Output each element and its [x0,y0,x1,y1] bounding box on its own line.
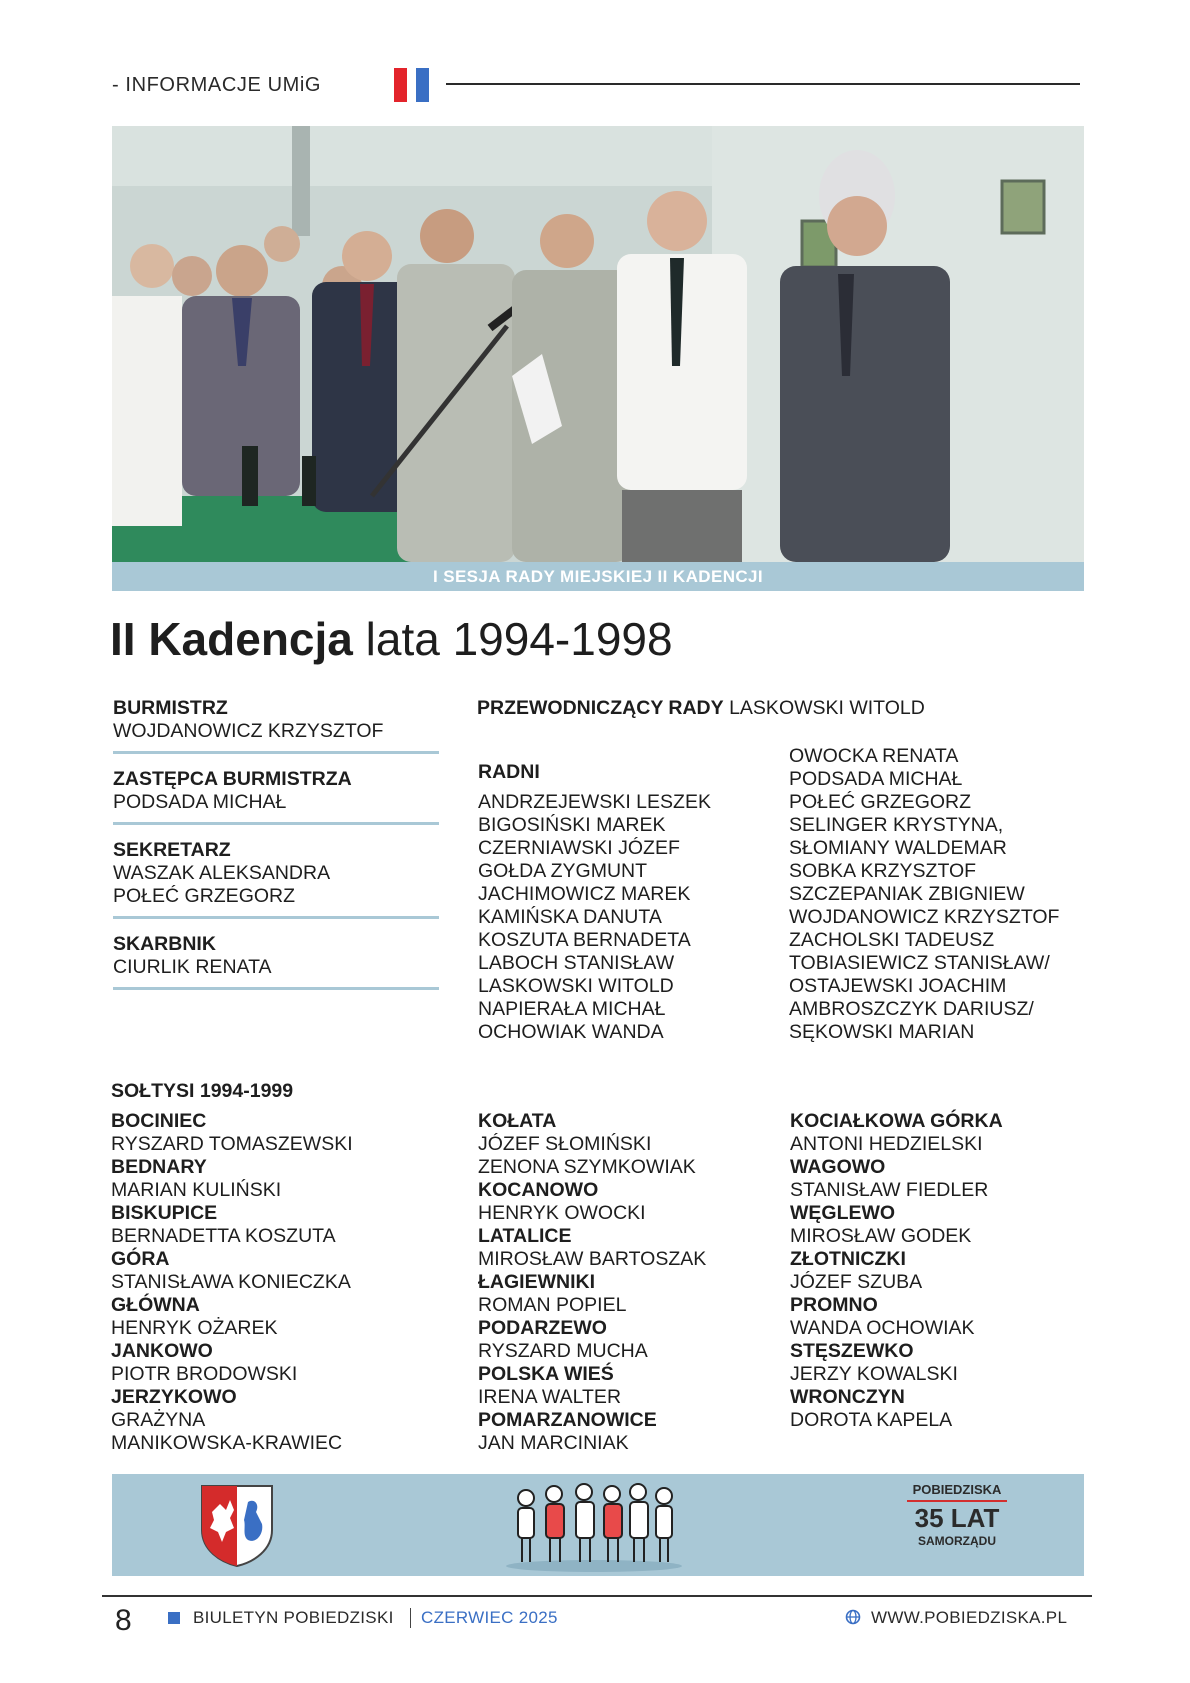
soltys-name: RYSZARD TOMASZEWSKI [111,1133,353,1155]
village-name: PROMNO [790,1294,878,1316]
list-item: LASKOWSKI WITOLD [478,975,674,997]
badge-subtitle: SAMORZĄDU [918,1534,996,1548]
village-name: BISKUPICE [111,1202,218,1224]
list-item: OCHOWIAK WANDA [478,1021,664,1043]
village-name: KOŁATA [478,1110,557,1132]
soltys-name: DOROTA KAPELA [790,1409,953,1431]
soltys-name: MARIAN KULIŃSKI [111,1179,282,1201]
soltys-name: HENRYK OŻAREK [111,1317,278,1339]
village-name: GÓRA [111,1248,170,1270]
village-name: ŁAGIEWNIKI [478,1271,595,1293]
coat-of-arms-icon [200,1484,274,1568]
list-item: PODSADA MICHAŁ [789,768,963,790]
list-item: SŁOMIANY WALDEMAR [789,837,1007,859]
office-role: ZASTĘPCA BURMISTRZA [113,768,352,790]
office-name: POŁEĆ GRZEGORZ [113,885,296,907]
office-block [113,697,439,754]
office-name: WASZAK ALEKSANDRA [113,862,331,884]
list-item: OWOCKA RENATA [789,745,959,767]
village-name: ZŁOTNICZKI [790,1248,906,1270]
council-chair [477,697,925,720]
radni-list-2 [789,745,1059,1044]
people-illustration-icon [504,1480,684,1572]
list-item: BIGOSIŃSKI MAREK [478,814,666,836]
village-name: STĘSZEWKO [790,1340,914,1362]
soltys-name: WANDA OCHOWIAK [790,1317,975,1339]
list-item: NAPIERAŁA MICHAŁ [478,998,666,1020]
radni-list-1 [478,791,711,1044]
office-block [113,839,439,919]
village-name: POLSKA WIEŚ [478,1363,614,1385]
list-item: SELINGER KRYSTYNA, [789,814,1004,836]
flag-icon [394,68,432,102]
section-label: - INFORMACJE UMiG [112,74,322,96]
village-name: JERZYKOWO [111,1386,237,1408]
office-block [113,933,439,990]
anniversary-banner [112,1474,1084,1576]
list-item: ZACHOLSKI TADEUSZ [789,929,995,951]
anniversary-badge [907,1482,1007,1568]
soltys-name: JÓZEF SZUBA [790,1271,923,1293]
footer-separator [410,1608,411,1628]
list-item: SOBKA KRZYSZTOF [789,860,977,882]
council-session-photo [112,126,1084,562]
soltys-name: MIROSŁAW GODEK [790,1225,972,1247]
soltys-name: MIROSŁAW BARTOSZAK [478,1248,707,1270]
list-item: SZCZEPANIAK ZBIGNIEW [789,883,1025,905]
village-name: WRONCZYN [790,1386,905,1408]
website-link[interactable]: WWW.POBIEDZISKA.PL [871,1608,1068,1627]
list-item: OSTAJEWSKI JOACHIM [789,975,1007,997]
soltysi-list-2 [478,1110,706,1455]
village-name: GŁÓWNA [111,1294,200,1316]
soltys-name: JAN MARCINIAK [478,1432,629,1454]
soltys-name: MANIKOWSKA-KRAWIEC [111,1432,343,1454]
page-title [110,612,673,666]
office-role: SKARBNIK [113,933,216,955]
village-name: POMARZANOWICE [478,1409,657,1431]
footer-divider [102,1595,1092,1597]
title-years: lata 1994-1998 [365,613,673,665]
office-role: SEKRETARZ [113,839,231,861]
village-name: KOCANOWO [478,1179,599,1201]
badge-town: POBIEDZISKA [907,1482,1007,1502]
list-item: KAMIŃSKA DANUTA [478,906,662,928]
list-item: JACHIMOWICZ MAREK [478,883,691,905]
soltys-name: RYSZARD MUCHA [478,1340,648,1362]
list-item: LABOCH STANISŁAW [478,952,675,974]
soltys-name: IRENA WALTER [478,1386,622,1408]
village-name: WAGOWO [790,1156,886,1178]
list-item: ANDRZEJEWSKI LESZEK [478,791,711,813]
soltys-name: STANISŁAWA KONIECZKA [111,1271,351,1293]
photo-caption: I SESJA RADY MIEJSKIEJ II KADENCJI [432,567,764,586]
page-header [112,68,1080,102]
village-name: BOCINIEC [111,1110,207,1132]
chair-label: PRZEWODNICZĄCY RADY [477,697,724,719]
list-item: WOJDANOWICZ KRZYSZTOF [789,906,1060,928]
soltys-name: JÓZEF SŁOMIŃSKI [478,1133,652,1155]
soltys-name: ROMAN POPIEL [478,1294,627,1316]
village-name: PODARZEWO [478,1317,607,1339]
list-item: CZERNIAWSKI JÓZEF [478,837,680,859]
list-item: GOŁDA ZYGMUNT [478,860,648,882]
header-divider [446,83,1080,85]
office-role: BURMISTRZ [113,697,228,719]
soltys-name: PIOTR BRODOWSKI [111,1363,298,1385]
publication-date: CZERWIEC 2025 [421,1608,558,1627]
radni-heading: RADNI [478,761,540,783]
soltys-name: ANTONI HEDZIELSKI [790,1133,983,1155]
soltysi-heading: SOŁTYSI 1994-1999 [111,1080,294,1102]
offices-column [113,697,439,1004]
page-number: 8 [115,1604,132,1637]
soltysi-list-3 [790,1110,1003,1432]
soltys-name: BERNADETTA KOSZUTA [111,1225,336,1247]
village-name: KOCIAŁKOWA GÓRKA [790,1110,1003,1132]
office-name: PODSADA MICHAŁ [113,791,287,813]
office-name: CIURLIK RENATA [113,956,272,978]
list-item: POŁEĆ GRZEGORZ [789,791,972,813]
photo-caption-bar [112,562,1084,591]
office-name: WOJDANOWICZ KRZYSZTOF [113,720,384,742]
list-item: TOBIASIEWICZ STANISŁAW/ [789,952,1050,974]
soltys-name: JERZY KOWALSKI [790,1363,958,1385]
list-item: KOSZUTA BERNADETA [478,929,691,951]
soltysi-list-1 [111,1110,353,1455]
list-item: AMBROSZCZYK DARIUSZ/ [789,998,1034,1020]
soltys-name: ZENONA SZYMKOWIAK [478,1156,696,1178]
village-name: BEDNARY [111,1156,207,1178]
village-name: WĘGLEWO [790,1202,896,1224]
globe-icon [845,1609,861,1625]
village-name: LATALICE [478,1225,572,1247]
office-block [113,768,439,825]
soltys-name: HENRYK OWOCKI [478,1202,646,1224]
chair-name: LASKOWSKI WITOLD [729,697,925,719]
soltys-name: STANISŁAW FIEDLER [790,1179,989,1201]
soltys-name: GRAŻYNA [111,1409,206,1431]
badge-years: 35 LAT [914,1503,1000,1533]
publication-name: BIULETYN POBIEDZISKI [193,1608,394,1627]
square-bullet-icon [168,1612,180,1624]
list-item: SĘKOWSKI MARIAN [789,1021,975,1043]
village-name: JANKOWO [111,1340,213,1362]
title-bold: II Kadencja [110,613,353,665]
